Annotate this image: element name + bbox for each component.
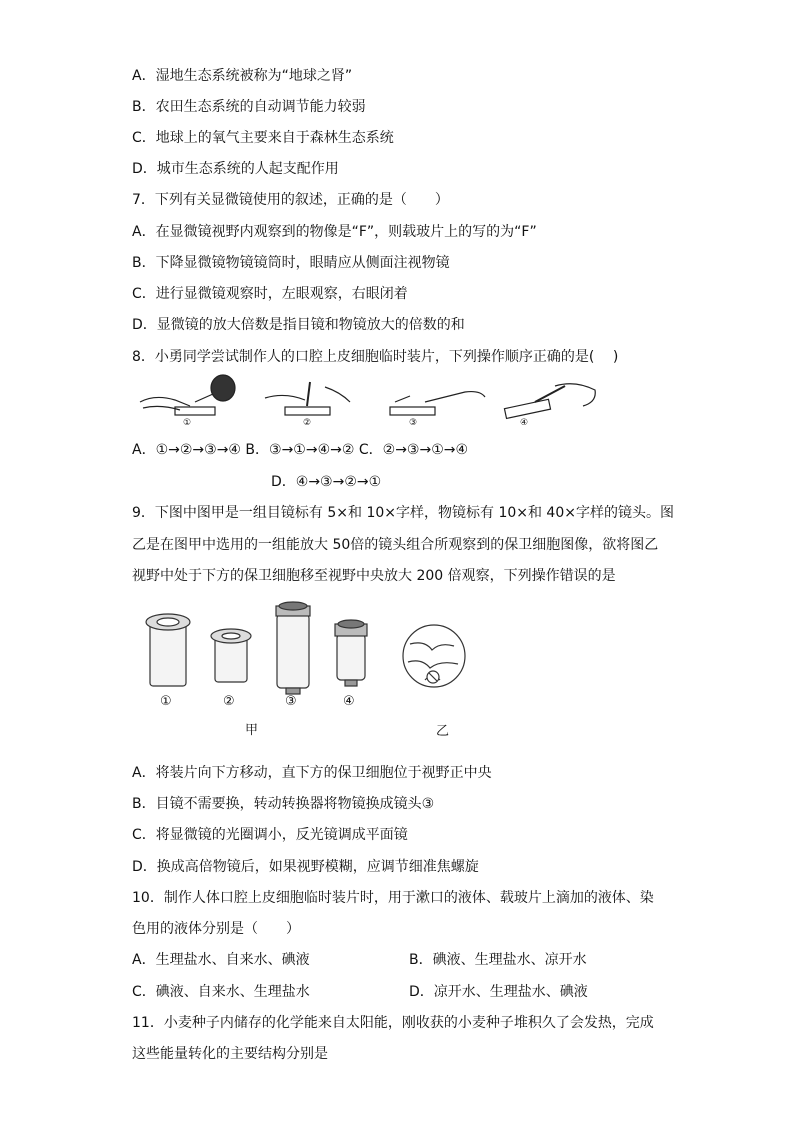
q8-stem: 8．小勇同学尝试制作人的口腔上皮细胞临时装片，下列操作顺序正确的是( ) bbox=[132, 349, 619, 365]
q9-figure bbox=[140, 600, 480, 740]
q8-options-line2: D．④→③→②→① bbox=[271, 474, 382, 490]
q6-option-b: B．农田生态系统的自动调节能力较弱 bbox=[132, 99, 366, 115]
q7-option-a: A．在显微镜视野内观察到的物像是“F”，则载玻片上的写的为“F” bbox=[132, 224, 537, 240]
q6-option-c: C．地球上的氧气主要来自于森林生态系统 bbox=[132, 130, 394, 146]
q11-stem-line2: 这些能量转化的主要结构分别是 bbox=[132, 1046, 328, 1062]
step-label-3: ③ bbox=[409, 418, 418, 428]
q7-stem: 7．下列有关显微镜使用的叙述，正确的是（ ） bbox=[132, 192, 449, 208]
q8-options-line1: A．①→②→③→④ B．③→①→④→② C．②→③→①→④ bbox=[132, 442, 469, 458]
q9-option-c: C．将显微镜的光圈调小，反光镜调成平面镜 bbox=[132, 827, 408, 843]
lens-illustration bbox=[140, 600, 480, 700]
q7-option-d: D．显微镜的放大倍数是指目镜和物镜放大的倍数的和 bbox=[132, 317, 465, 333]
q9-option-a: A．将装片向下方移动，直下方的保卫细胞位于视野正中央 bbox=[132, 765, 492, 781]
step-label-4: ④ bbox=[520, 418, 529, 428]
lens-label-3: ③ bbox=[285, 694, 297, 709]
q9-option-b: B．目镜不需要换，转动转换器将物镜换成镜头③ bbox=[132, 796, 435, 812]
q11-stem-line1: 11．小麦种子内储存的化学能来自太阳能，刚收获的小麦种子堆积久了会发热，完成 bbox=[132, 1015, 654, 1031]
slide-preparation-illustration bbox=[135, 372, 610, 432]
q10-option-b: B．碘液、生理盐水、凉开水 bbox=[409, 952, 587, 968]
step-label-1: ① bbox=[183, 418, 192, 428]
q10-options-row1 bbox=[132, 950, 692, 970]
q9-stem-line1: 9．下图中图甲是一组目镜标有 5×和 10×字样，物镜标有 10×和 40×字样的镜头。图 bbox=[132, 505, 674, 521]
q10-options-row2 bbox=[132, 982, 692, 1002]
figure-jia-caption: 甲 bbox=[245, 723, 259, 738]
q10-option-c: C．碘液、自来水、生理盐水 bbox=[132, 984, 310, 1000]
q7-option-c: C．进行显微镜观察时，左眼观察，右眼闭着 bbox=[132, 286, 408, 302]
q10-option-d: D．凉开水、生理盐水、碘液 bbox=[409, 984, 588, 1000]
q6-option-a: A．湿地生态系统被称为“地球之肾” bbox=[132, 68, 353, 84]
lens-label-1: ① bbox=[160, 694, 172, 709]
figure-yi-caption: 乙 bbox=[436, 724, 450, 739]
q10-stem-line2: 色用的液体分别是（ ） bbox=[132, 921, 300, 937]
q9-stem-line2: 乙是在图甲中选用的一组能放大 50倍的镜头组合所观察到的保卫细胞图像，欲将图乙 bbox=[132, 537, 659, 553]
q9-stem-line3: 视野中处于下方的保卫细胞移至视野中央放大 200 倍观察，下列操作错误的是 bbox=[132, 568, 616, 584]
q9-option-d: D．换成高倍物镜后，如果视野模糊，应调节细准焦螺旋 bbox=[132, 859, 479, 875]
q7-option-b: B．下降显微镜物镜镜筒时，眼睛应从侧面注视物镜 bbox=[132, 255, 450, 271]
q10-option-a: A．生理盐水、自来水、碘液 bbox=[132, 952, 310, 968]
q8-procedure-figure bbox=[135, 372, 610, 432]
q6-option-d: D．城市生态系统的人起支配作用 bbox=[132, 161, 339, 177]
lens-label-2: ② bbox=[223, 694, 235, 709]
lens-label-4: ④ bbox=[343, 694, 355, 709]
step-label-2: ② bbox=[303, 418, 312, 428]
q10-stem-line1: 10．制作人体口腔上皮细胞临时装片时，用于漱口的液体、载玻片上滴加的液体、染 bbox=[132, 890, 654, 906]
